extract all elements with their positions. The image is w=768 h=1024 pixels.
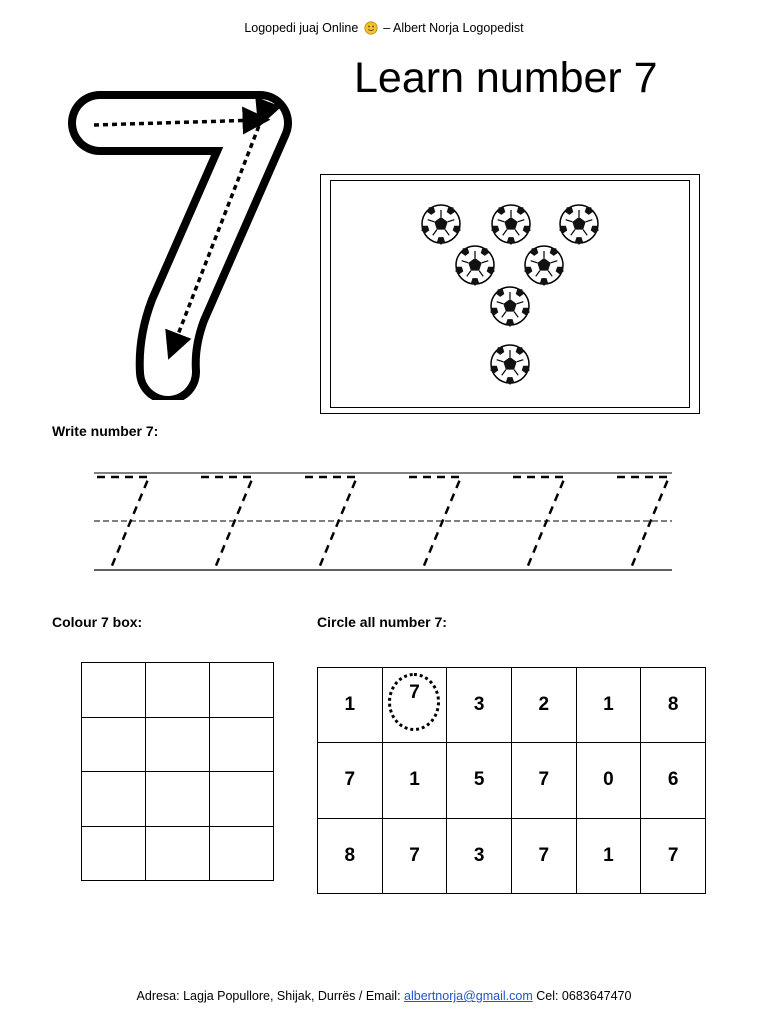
page-footer (0, 988, 768, 1004)
smiley-face-icon (364, 21, 378, 35)
number-grid-cell[interactable] (318, 668, 383, 743)
number-tracing-row (90, 460, 680, 580)
write-number-label: Write number 7: (52, 423, 159, 439)
colour-box-cell[interactable] (146, 772, 210, 827)
colour-box-cell[interactable] (146, 826, 210, 881)
colour-box-cell[interactable] (82, 772, 146, 827)
colour-box-cell[interactable] (82, 663, 146, 718)
circle-number-grid (317, 667, 706, 894)
number-grid-cell[interactable] (511, 743, 576, 818)
soccer-ball-icon (559, 205, 598, 245)
footer-phone: Cel: 0683647470 (536, 989, 632, 1003)
number-grid-value: 7 (538, 769, 550, 791)
number-grid-value: 7 (409, 844, 420, 866)
number-grid-value: 8 (344, 844, 356, 866)
trace-seven[interactable] (305, 477, 357, 568)
number-grid-cell[interactable] (641, 668, 706, 743)
colour-box-cell[interactable] (210, 663, 274, 718)
page-header (0, 20, 768, 36)
trace-seven[interactable] (201, 477, 253, 568)
traceable-seven-figure (68, 80, 308, 400)
circle-number-label: Circle all number 7: (317, 614, 447, 630)
soccer-ball-icon (490, 345, 529, 385)
soccer-ball-icon (524, 246, 563, 286)
number-grid-cell[interactable] (318, 818, 383, 893)
number-grid-value: 1 (344, 694, 356, 716)
colour-box-cell[interactable] (210, 772, 274, 827)
number-grid-cell[interactable] (576, 818, 641, 893)
number-grid-cell[interactable] (641, 743, 706, 818)
header-right-text: – Albert Norja Logopedist (383, 21, 524, 35)
number-grid-cell[interactable] (576, 668, 641, 743)
trace-seven[interactable] (513, 477, 565, 568)
soccer-balls-group (320, 174, 700, 414)
trace-seven[interactable] (409, 477, 461, 568)
number-grid-cell[interactable] (511, 818, 576, 893)
number-grid-value: 0 (603, 769, 614, 791)
colour-box-cell[interactable] (146, 663, 210, 718)
number-grid-cell[interactable] (447, 668, 512, 743)
number-grid-value: 3 (473, 844, 485, 866)
footer-address: Adresa: Lagja Popullore, Shijak, Durrës / Email: (136, 989, 401, 1003)
number-grid-value: 7 (344, 769, 356, 791)
number-grid-value: 1 (603, 694, 614, 716)
number-grid-value: 2 (538, 694, 550, 716)
soccer-ball-icon (491, 205, 530, 245)
number-grid-value: 7 (409, 682, 420, 704)
colour-box-cell[interactable] (146, 717, 210, 772)
number-grid-cell[interactable] (382, 668, 447, 743)
trace-seven[interactable] (97, 477, 149, 568)
number-grid-cell[interactable] (576, 743, 641, 818)
number-grid-cell[interactable] (382, 818, 447, 893)
number-grid-value: 6 (667, 769, 679, 791)
colour-box-cell[interactable] (82, 717, 146, 772)
soccer-ball-icon (490, 287, 529, 327)
number-grid-value: 7 (538, 844, 550, 866)
number-grid-cell[interactable] (641, 818, 706, 893)
colour-box-cell[interactable] (82, 826, 146, 881)
soccer-ball-icon (421, 205, 460, 245)
number-grid-cell[interactable] (511, 668, 576, 743)
number-grid-value: 7 (667, 844, 679, 866)
number-grid-cell[interactable] (318, 743, 383, 818)
number-grid-value: 8 (667, 694, 679, 716)
colour-box-grid[interactable] (81, 662, 274, 881)
number-grid-value: 3 (473, 694, 485, 716)
number-grid-value: 1 (603, 844, 614, 866)
trace-seven[interactable] (617, 477, 669, 568)
number-grid-value: 5 (473, 769, 485, 791)
number-grid-cell[interactable] (447, 743, 512, 818)
page-title: Learn number 7 (354, 54, 658, 102)
header-left-text: Logopedi juaj Online (244, 21, 359, 35)
footer-email-link[interactable]: albertnorja@gmail.com (404, 989, 533, 1003)
number-grid-value: 1 (409, 769, 420, 791)
colour-box-cell[interactable] (210, 717, 274, 772)
colour-box-label: Colour 7 box: (52, 614, 143, 630)
soccer-ball-icon (455, 246, 494, 286)
number-grid-cell[interactable] (447, 818, 512, 893)
colour-box-cell[interactable] (210, 826, 274, 881)
number-grid-cell[interactable] (382, 743, 447, 818)
